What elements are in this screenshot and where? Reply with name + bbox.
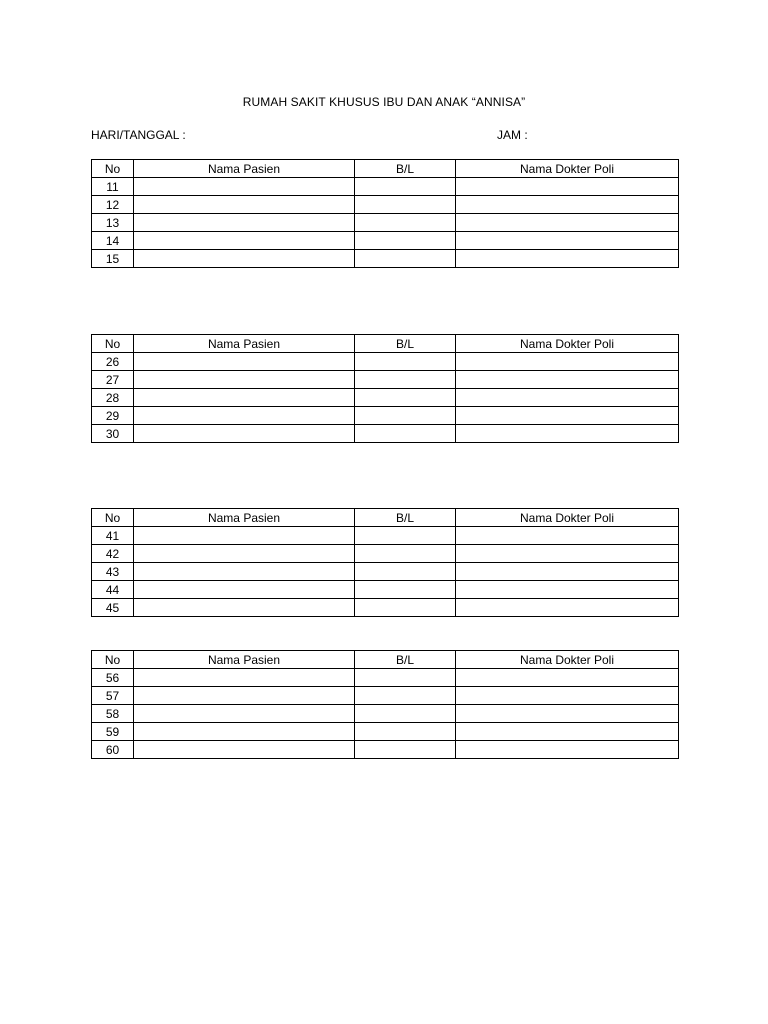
header-no: No <box>92 335 134 353</box>
bl-cell[interactable] <box>355 741 456 759</box>
bl-cell[interactable] <box>355 527 456 545</box>
row-number: 44 <box>92 581 134 599</box>
doctor-name-cell[interactable] <box>456 599 679 617</box>
row-number: 29 <box>92 407 134 425</box>
patient-name-cell[interactable] <box>134 371 355 389</box>
row-number: 14 <box>92 232 134 250</box>
row-number: 59 <box>92 723 134 741</box>
bl-cell[interactable] <box>355 178 456 196</box>
row-number: 28 <box>92 389 134 407</box>
doctor-name-cell[interactable] <box>456 214 679 232</box>
bl-cell[interactable] <box>355 214 456 232</box>
row-number: 11 <box>92 178 134 196</box>
bl-cell[interactable] <box>355 563 456 581</box>
patient-name-cell[interactable] <box>134 425 355 443</box>
bl-cell[interactable] <box>355 545 456 563</box>
header-patient-name: Nama Pasien <box>134 509 355 527</box>
row-number: 15 <box>92 250 134 268</box>
bl-cell[interactable] <box>355 723 456 741</box>
row-number: 12 <box>92 196 134 214</box>
header-doctor-name: Nama Dokter Poli <box>456 160 679 178</box>
table-row <box>92 581 679 599</box>
table-row <box>92 232 679 250</box>
table-row <box>92 407 679 425</box>
doctor-name-cell[interactable] <box>456 407 679 425</box>
doctor-name-cell[interactable] <box>456 425 679 443</box>
patient-name-cell[interactable] <box>134 178 355 196</box>
doctor-name-cell[interactable] <box>456 581 679 599</box>
table-row <box>92 214 679 232</box>
doctor-name-cell[interactable] <box>456 178 679 196</box>
header-bl: B/L <box>355 509 456 527</box>
header-no: No <box>92 509 134 527</box>
doctor-name-cell[interactable] <box>456 353 679 371</box>
header-patient-name: Nama Pasien <box>134 160 355 178</box>
doctor-name-cell[interactable] <box>456 250 679 268</box>
bl-cell[interactable] <box>355 705 456 723</box>
doctor-name-cell[interactable] <box>456 687 679 705</box>
patient-name-cell[interactable] <box>134 705 355 723</box>
row-number: 30 <box>92 425 134 443</box>
table-header-row <box>92 160 679 178</box>
doctor-name-cell[interactable] <box>456 705 679 723</box>
doctor-name-cell[interactable] <box>456 371 679 389</box>
patient-name-cell[interactable] <box>134 232 355 250</box>
patient-name-cell[interactable] <box>134 581 355 599</box>
doctor-name-cell[interactable] <box>456 741 679 759</box>
bl-cell[interactable] <box>355 581 456 599</box>
patient-table-4 <box>91 650 679 759</box>
page-title: RUMAH SAKIT KHUSUS IBU DAN ANAK “ANNISA” <box>242 95 526 109</box>
table-header-row <box>92 651 679 669</box>
table-row <box>92 741 679 759</box>
table-header-row <box>92 335 679 353</box>
doctor-name-cell[interactable] <box>456 669 679 687</box>
patient-name-cell[interactable] <box>134 599 355 617</box>
row-number: 57 <box>92 687 134 705</box>
patient-name-cell[interactable] <box>134 250 355 268</box>
header-bl: B/L <box>355 651 456 669</box>
patient-name-cell[interactable] <box>134 196 355 214</box>
header-patient-name: Nama Pasien <box>134 335 355 353</box>
patient-name-cell[interactable] <box>134 687 355 705</box>
table-row <box>92 371 679 389</box>
bl-cell[interactable] <box>355 599 456 617</box>
time-label: JAM : <box>497 128 528 142</box>
table-row <box>92 687 679 705</box>
row-number: 27 <box>92 371 134 389</box>
header-doctor-name: Nama Dokter Poli <box>456 335 679 353</box>
bl-cell[interactable] <box>355 196 456 214</box>
table-row <box>92 250 679 268</box>
table-row <box>92 723 679 741</box>
table-row <box>92 563 679 581</box>
row-number: 58 <box>92 705 134 723</box>
patient-name-cell[interactable] <box>134 407 355 425</box>
table-row <box>92 545 679 563</box>
bl-cell[interactable] <box>355 425 456 443</box>
bl-cell[interactable] <box>355 687 456 705</box>
row-number: 43 <box>92 563 134 581</box>
doctor-name-cell[interactable] <box>456 723 679 741</box>
row-number: 60 <box>92 741 134 759</box>
doctor-name-cell[interactable] <box>456 232 679 250</box>
header-no: No <box>92 651 134 669</box>
header-patient-name: Nama Pasien <box>134 651 355 669</box>
table-row <box>92 705 679 723</box>
row-number: 26 <box>92 353 134 371</box>
doctor-name-cell[interactable] <box>456 545 679 563</box>
table-row <box>92 527 679 545</box>
patient-name-cell[interactable] <box>134 545 355 563</box>
row-number: 42 <box>92 545 134 563</box>
bl-cell[interactable] <box>355 250 456 268</box>
row-number: 41 <box>92 527 134 545</box>
bl-cell[interactable] <box>355 371 456 389</box>
patient-name-cell[interactable] <box>134 669 355 687</box>
header-no: No <box>92 160 134 178</box>
patient-table-2 <box>91 334 679 443</box>
header-bl: B/L <box>355 160 456 178</box>
bl-cell[interactable] <box>355 353 456 371</box>
patient-name-cell[interactable] <box>134 741 355 759</box>
patient-name-cell[interactable] <box>134 353 355 371</box>
patient-name-cell[interactable] <box>134 214 355 232</box>
doctor-name-cell[interactable] <box>456 196 679 214</box>
table-row <box>92 353 679 371</box>
header-doctor-name: Nama Dokter Poli <box>456 651 679 669</box>
doctor-name-cell[interactable] <box>456 389 679 407</box>
date-label: HARI/TANGGAL : <box>91 128 186 142</box>
bl-cell[interactable] <box>355 232 456 250</box>
bl-cell[interactable] <box>355 389 456 407</box>
patient-name-cell[interactable] <box>134 563 355 581</box>
doctor-name-cell[interactable] <box>456 527 679 545</box>
table-row <box>92 178 679 196</box>
header-bl: B/L <box>355 335 456 353</box>
patient-name-cell[interactable] <box>134 527 355 545</box>
patient-table-1 <box>91 159 679 268</box>
header-doctor-name: Nama Dokter Poli <box>456 509 679 527</box>
bl-cell[interactable] <box>355 407 456 425</box>
doctor-name-cell[interactable] <box>456 563 679 581</box>
table-row <box>92 669 679 687</box>
table-row <box>92 389 679 407</box>
bl-cell[interactable] <box>355 669 456 687</box>
row-number: 45 <box>92 599 134 617</box>
row-number: 13 <box>92 214 134 232</box>
table-row <box>92 196 679 214</box>
table-row <box>92 425 679 443</box>
patient-name-cell[interactable] <box>134 723 355 741</box>
table-header-row <box>92 509 679 527</box>
row-number: 56 <box>92 669 134 687</box>
patient-name-cell[interactable] <box>134 389 355 407</box>
table-row <box>92 599 679 617</box>
patient-table-3 <box>91 508 679 617</box>
